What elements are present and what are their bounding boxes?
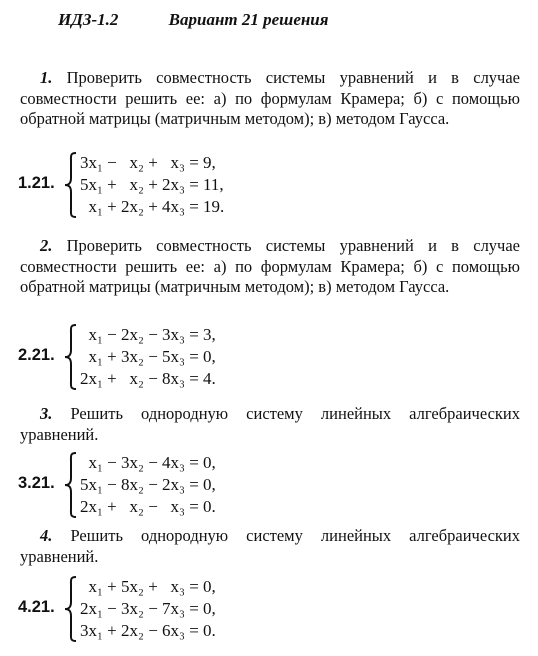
system-2-21 (18, 324, 318, 392)
equation: 5x₁ + x₂ + 2x₃ = 11, (80, 175, 224, 194)
equation: x₁ − 2x₂ − 3x₃ = 3, (80, 325, 216, 344)
equation: 2x₁ − 3x₂ − 7x₃ = 0, (80, 599, 216, 618)
task-number: 2. (40, 236, 53, 255)
task-1-text (20, 68, 520, 130)
task-number: 1. (40, 68, 53, 87)
header-variant: Вариант 21 решения (168, 10, 329, 29)
left-brace-icon (64, 324, 78, 390)
equation: x₁ + 5x₂ + x₃ = 0, (80, 577, 216, 596)
system-4-21 (18, 576, 318, 644)
task-number: 3. (40, 404, 53, 423)
task-statement: Решить однородную систему линейных алгебраических уравнений. (20, 526, 521, 566)
system-label: 1.21. (18, 174, 55, 192)
left-brace-icon (64, 576, 78, 642)
equation: 3x₁ + 2x₂ − 6x₃ = 0. (80, 621, 216, 640)
task-statement: Проверить совместность системы уравнений и в случае совместности решить ее: а) по формулам Крамера; б) с помощью обратной матрицы (матричным методом); в) методом Гаусса. (20, 236, 520, 296)
document-header (58, 10, 329, 30)
task-statement: Проверить совместность системы уравнений и в случае совместности решить ее: а) по формулам Крамера; б) с помощью обратной матрицы (матричным методом); в) методом Гаусса. (20, 68, 520, 128)
equations (80, 452, 216, 518)
system-3-21 (18, 452, 318, 520)
equation: 2x₁ + x₂ − 8x₃ = 4. (80, 369, 216, 388)
task-4-text (20, 526, 520, 567)
left-brace-icon (64, 452, 78, 518)
system-label: 3.21. (18, 474, 55, 492)
equation: 2x₁ + x₂ − x₃ = 0. (80, 497, 216, 516)
equations (80, 576, 216, 642)
system-1-21 (18, 152, 318, 220)
equations (80, 324, 216, 390)
equation: x₁ + 3x₂ − 5x₃ = 0, (80, 347, 216, 366)
task-2-text (20, 236, 520, 298)
system-label: 4.21. (18, 598, 55, 616)
equation: 5x₁ − 8x₂ − 2x₃ = 0, (80, 475, 216, 494)
system-label: 2.21. (18, 346, 55, 364)
header-title: ИДЗ-1.2 (58, 10, 119, 29)
equation: x₁ + 2x₂ + 4x₃ = 19. (80, 197, 225, 216)
equations (80, 152, 224, 218)
task-3-text (20, 404, 520, 445)
equation: x₁ − 3x₂ − 4x₃ = 0, (80, 453, 216, 472)
left-brace-icon (64, 152, 78, 218)
equation: 3x₁ − x₂ + x₃ = 9, (80, 153, 216, 172)
task-statement: Решить однородную систему линейных алгебраических уравнений. (20, 404, 521, 444)
task-number: 4. (40, 526, 53, 545)
